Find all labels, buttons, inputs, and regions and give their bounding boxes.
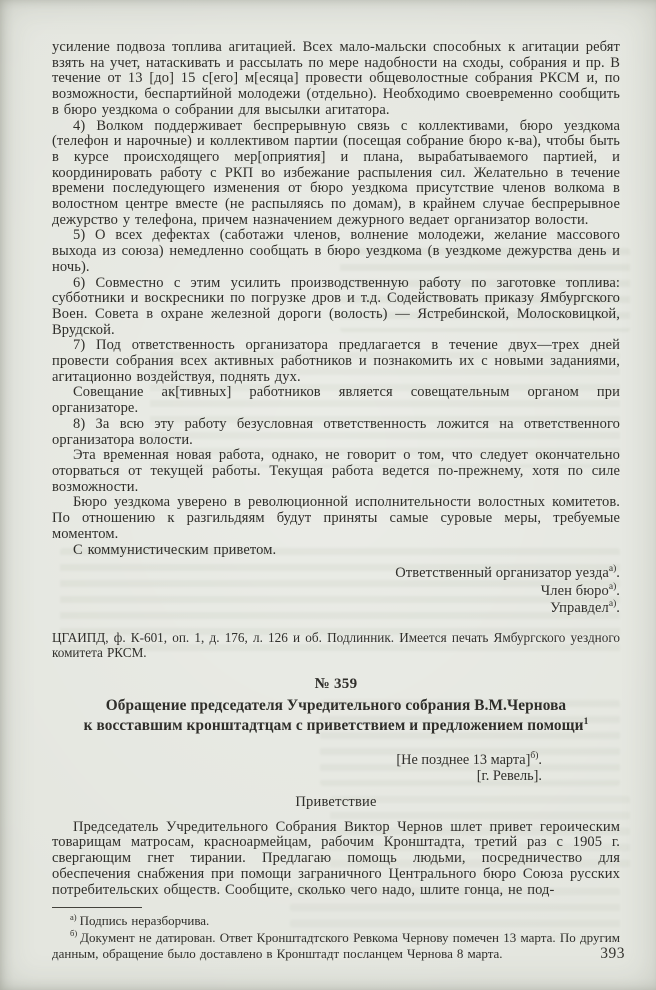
closing-salutation: С коммунистическим приветом. xyxy=(73,541,277,558)
page-number: 393 xyxy=(600,945,625,962)
footnote-text: Документ не датирован. Ответ Кронштадтского Ревкома Чернову помечен 13 марта. По другим данным, обращение было доставлено в Кронштадт посланцем Чернова 8 марта. xyxy=(52,929,620,961)
footnote-marker: б) xyxy=(530,750,539,761)
body-paragraph: Бюро уездкома уверено в революционной исполнительности волостных комитетов. По отношению к разгильдяям будут приняты самые суровые меры, требуемые моментом. xyxy=(52,494,620,542)
body-paragraph: Совещание ак[тивных] работников является совещательным органом при организаторе. xyxy=(52,384,620,417)
document-title xyxy=(52,696,620,737)
signature-block xyxy=(52,565,620,618)
signature-title: Член бюро xyxy=(540,582,609,599)
body-paragraph: 6) Совместно с этим усилить производственную работу по заготовке топлива: субботники и воскресники по погрузке дров и т.д. Содействовать приказу Ямбургского Воен. Совета в охране железной дороги (волость) — Ястребинской, Молосковицкой, Врудской. xyxy=(52,274,620,338)
date-punctuation: . xyxy=(538,751,542,768)
document-title-line: Обращение председателя Учредительного собрания В.М.Чернова xyxy=(105,696,567,714)
footnote-rule xyxy=(52,907,142,908)
document-title-line: к восставшим кронштадтцам с приветствием и предложением помощи$^1$ xyxy=(83,717,589,735)
date-text: [Не позднее 13 марта] xyxy=(396,751,531,768)
signature-line xyxy=(52,583,620,601)
body-paragraph: 8) За всю эту работу безусловная ответственность ложится на ответственного организатора волости. xyxy=(52,415,620,448)
signature-punctuation: . xyxy=(616,565,620,582)
footnote-marker: а) xyxy=(608,599,617,610)
body-paragraph: Эта временная новая работа, однако, не говорит о том, что следует окончательно оторваться от текущей работы. Текущая работа ведется по-прежнему, хотя по силе возможности. xyxy=(52,447,620,495)
body-paragraph-continuation: усиление подвоза топлива агитацией. Всех мало-мальски способных к агитации ребят взять на учет, натаскивать и рассылать по мере надобности на сходы, собрания и пр. В течение от 13 [до] 15 с[его] м[есяца] провести общеволостные собрания РКСМ и, по возможности, беспартийной молодежи (отдельно). Необходимо своевременно сообщить в бюро уездкома о собрании для высылки агитатора. xyxy=(52,39,620,118)
signature-line xyxy=(52,565,620,583)
footnote-marker: а) xyxy=(608,581,617,592)
document-subheading: Приветствие xyxy=(295,793,377,810)
document-number: № 359 xyxy=(314,675,358,692)
body-paragraph: 5) О всех дефектах (саботажи членов, волнение молодежи, желание массового выхода из союза) немедленно сообщать в бюро уездкома (в уездкоме дежурства день и ночь). xyxy=(52,227,620,275)
footnote-text: Подпись неразборчива. xyxy=(79,913,210,929)
signature-title: Управдел xyxy=(550,600,609,617)
endnote-marker: 1 xyxy=(583,717,589,728)
footnotes-block xyxy=(52,913,620,962)
footnote-marker: б) xyxy=(70,928,78,939)
body-paragraph: 4) Волком поддерживает беспрерывную связь с коллективами, бюро уездкома (телефон и нарочные) и коллективом партии (посещая собрание бюро к-ва), чтобы быть в курсе происходящего мер[оприятия] и плана, вырабатываемого партией, и координировать работу с РКП во избежание распыления сил. Желательно в течение времени последующего изменения от бюро уездкома присутствие членов волкома в волостном центре вместе (не распыляясь по домам), в крайнем случае беспрерывное дежурство у телефона, причем назначением дежурного ведает организатор волости. xyxy=(52,117,620,228)
footnote xyxy=(52,930,620,963)
body-paragraph: Председатель Учредительного Собрания Виктор Чернов шлет привет героическим товарищам матросам, красноармейцам, рабочим Кронштадта, третий раз с 1905 г. свергающим гнет тирании. Предлагаю помощь людьми, посредничество для обеспечения снабжения при помощи заграничного Центрального бюро Союза русских потребительских обществ. Сообщите, сколько чего надо, шлите гонца, не под- xyxy=(52,818,620,898)
body-paragraph: 7) Под ответственность организатора предлагается в течение двух—трех дней провести собрания всех активных работников и познакомить их с новыми заданиями, агитационно воздействуя, поднять дух. xyxy=(52,337,620,385)
footnote-marker: а) xyxy=(70,911,77,922)
signature-punctuation: . xyxy=(616,600,620,617)
signature-title: Ответственный организатор уезда xyxy=(395,565,609,582)
footnote xyxy=(52,913,620,929)
signature-line xyxy=(52,600,620,618)
archive-reference: ЦГАИПД, ф. К-601, оп. 1, д. 176, л. 126 и об. Подлинник. Имеется печать Ямбургского уездного комитета РКСМ. xyxy=(52,629,620,661)
signature-punctuation: . xyxy=(616,582,620,599)
place-line: [г. Ревель]. xyxy=(476,768,542,785)
dateline xyxy=(52,752,620,769)
footnote-marker: а) xyxy=(608,564,617,575)
